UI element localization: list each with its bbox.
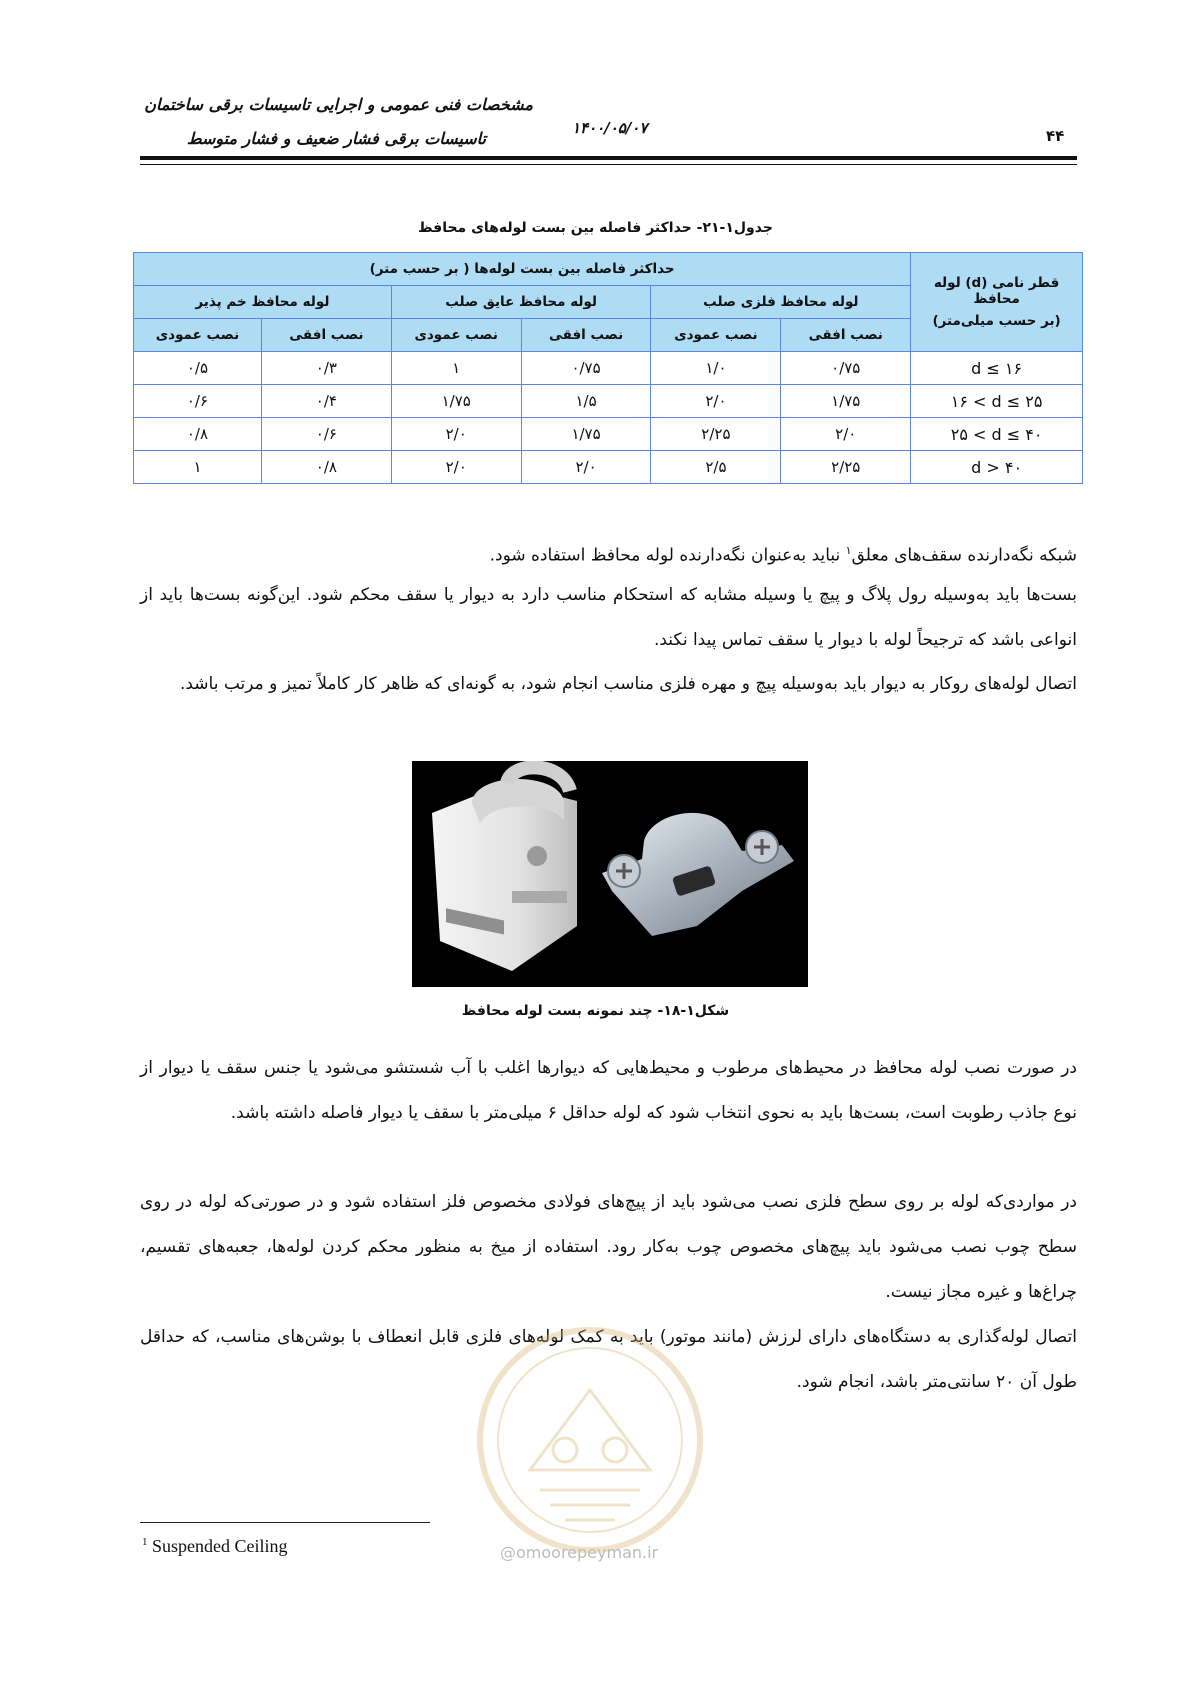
value-cell: ۰/۷۵ bbox=[521, 352, 651, 385]
header-rule-thin bbox=[140, 164, 1077, 165]
figure-caption: شکل۱-۱۸- چند نمونه بست لوله محافظ bbox=[461, 1003, 730, 1019]
header-vertical: نصب عمودی bbox=[651, 319, 781, 352]
value-cell: ۰/۳ bbox=[261, 352, 391, 385]
header-vertical: نصب عمودی bbox=[391, 319, 521, 352]
value-cell: ۰/۵ bbox=[134, 352, 262, 385]
value-cell: ۲/۰ bbox=[521, 451, 651, 484]
header-title-line2: تاسیسات برقی فشار ضعیف و فشار متوسط bbox=[186, 129, 486, 148]
value-cell: ۱/۷۵ bbox=[781, 385, 911, 418]
header-rule-thick bbox=[140, 156, 1077, 160]
value-cell: ۰/۴ bbox=[261, 385, 391, 418]
table-row bbox=[134, 451, 1083, 484]
header-title-line1: مشخصات فنی عمومی و اجرایی تاسیسات برقی ساختمان bbox=[144, 95, 533, 114]
header-diameter-line1: قطر نامی (d) لوله محافظ bbox=[933, 275, 1060, 307]
plastic-clip-icon bbox=[432, 767, 577, 971]
value-cell: ۰/۸ bbox=[261, 451, 391, 484]
header-horizontal: نصب افقی bbox=[521, 319, 651, 352]
value-cell: ۱/۷۵ bbox=[521, 418, 651, 451]
value-cell: ۲/۲۵ bbox=[781, 451, 911, 484]
table-row bbox=[134, 352, 1083, 385]
header-pipe-type: لوله محافظ عایق صلب bbox=[391, 286, 651, 319]
paragraph-3: اتصال لوله‌های روکار به دیوار باید به‌وسیله پیچ و مهره فلزی مناسب انجام شود، به گونه‌ای که ظاهر کار کاملاً تمیز و مرتب باشد. bbox=[179, 674, 1077, 694]
paragraph-4: در صورت نصب لوله محافظ در محیط‌های مرطوب و محیط‌هایی که دیوارها اغلب با آب شستشو می‌شود یا جنس سقف یا دیوار از نوع جاذب رطوبت است، بست‌ها باید به نحوی انتخاب شود که لوله حداقل ۶ میلی‌متر با سقف یا دیوار فاصله داشته باشد. bbox=[140, 1058, 1077, 1123]
value-cell: ۱ bbox=[134, 451, 262, 484]
value-cell: ۱ bbox=[391, 352, 521, 385]
paragraph-5: در مواردی‌که لوله بر روی سطح فلزی نصب می‌شود باید از پیچ‌های فولادی مخصوص فلز استفاده شود و در صورتی‌که لوله در روی سطح چوب نصب می‌شود باید پیچ‌های مخصوص چوب به‌کار رود. استفاده از میخ به منظور محکم کردن لوله‌ها، جعبه‌های تقسیم، چراغ‌ها و غیره مجاز نیست. bbox=[140, 1192, 1077, 1302]
footnote-ref: ۱ bbox=[845, 544, 852, 557]
value-cell: ۲/۰ bbox=[391, 451, 521, 484]
value-cell: ۲/۰ bbox=[391, 418, 521, 451]
pipe-spacing-table bbox=[133, 252, 1083, 484]
footnote bbox=[142, 1536, 288, 1557]
value-cell: ۰/۶ bbox=[261, 418, 391, 451]
header-max-spacing: حداکثر فاصله بین بست لوله‌ها ( بر حسب متر) bbox=[134, 253, 911, 286]
value-cell: ۲/۰ bbox=[651, 385, 781, 418]
paragraph-1 bbox=[140, 528, 1077, 579]
table-row bbox=[134, 385, 1083, 418]
pipe-clamp-photo bbox=[412, 761, 808, 987]
watermark-url: @omoorepeyman.ir bbox=[500, 1543, 659, 1562]
value-cell: ۲/۰ bbox=[781, 418, 911, 451]
metal-clamp-icon bbox=[602, 813, 794, 936]
table-row bbox=[134, 418, 1083, 451]
diameter-cell: ۱۶ < d ≤ ۲۵ bbox=[911, 385, 1083, 418]
footnote-rule bbox=[140, 1522, 430, 1523]
value-cell: ۱/۰ bbox=[651, 352, 781, 385]
value-cell: ۲/۲۵ bbox=[651, 418, 781, 451]
value-cell: ۰/۷۵ bbox=[781, 352, 911, 385]
header-diameter-line2: (بر حسب میلی‌متر) bbox=[932, 313, 1061, 329]
value-cell: ۱/۵ bbox=[521, 385, 651, 418]
footnote-number: 1 bbox=[142, 1536, 148, 1548]
diameter-cell: d ≤ ۱۶ bbox=[911, 352, 1083, 385]
header-diameter bbox=[911, 253, 1083, 352]
page-number: ۴۴ bbox=[1046, 127, 1065, 145]
diameter-cell: ۲۵ < d ≤ ۴۰ bbox=[911, 418, 1083, 451]
header-pipe-type: لوله محافظ فلزی صلب bbox=[651, 286, 911, 319]
diameter-cell: d > ۴۰ bbox=[911, 451, 1083, 484]
value-cell: ۲/۵ bbox=[651, 451, 781, 484]
header-pipe-type: لوله محافظ خم پذیر bbox=[134, 286, 392, 319]
table-caption: جدول۱-۲۱- حداکثر فاصله بین بست لوله‌های محافظ bbox=[418, 220, 773, 236]
value-cell: ۰/۸ bbox=[134, 418, 262, 451]
header-horizontal: نصب افقی bbox=[781, 319, 911, 352]
paragraph-1-text-a: شبکه نگه‌دارنده سقف‌های معلق bbox=[851, 545, 1077, 566]
pipe-clamp-illustration bbox=[412, 761, 808, 987]
paragraph-1-text-b: نباید به‌عنوان نگه‌دارنده لوله محافظ استفاده شود. bbox=[489, 545, 846, 566]
paragraph-2: بست‌ها باید به‌وسیله رول پلاگ و پیچ یا وسیله مشابه که استحکام مناسب دارد به دیوار یا سقف محکم شود. این‌گونه بست‌ها باید از انواعی باشد که ترجیحاً لوله با دیوار یا سقف تماس پیدا نکند. bbox=[140, 585, 1077, 650]
paragraph-6: اتصال لوله‌گذاری به دستگاه‌های دارای لرزش (مانند موتور) باید به کمک لوله‌های فلزی قابل انعطاف با بوشن‌های مناسب، که حداقل طول آن ۲۰ سانتی‌متر باشد، انجام شود. bbox=[140, 1327, 1077, 1392]
footnote-text: Suspended Ceiling bbox=[152, 1536, 288, 1556]
watermark-seal-icon bbox=[470, 1320, 710, 1560]
header-date: ۱۴۰۰/۰۵/۰۷ bbox=[572, 119, 648, 137]
header-vertical: نصب عمودی bbox=[134, 319, 262, 352]
value-cell: ۰/۶ bbox=[134, 385, 262, 418]
header-horizontal: نصب افقی bbox=[261, 319, 391, 352]
value-cell: ۱/۷۵ bbox=[391, 385, 521, 418]
